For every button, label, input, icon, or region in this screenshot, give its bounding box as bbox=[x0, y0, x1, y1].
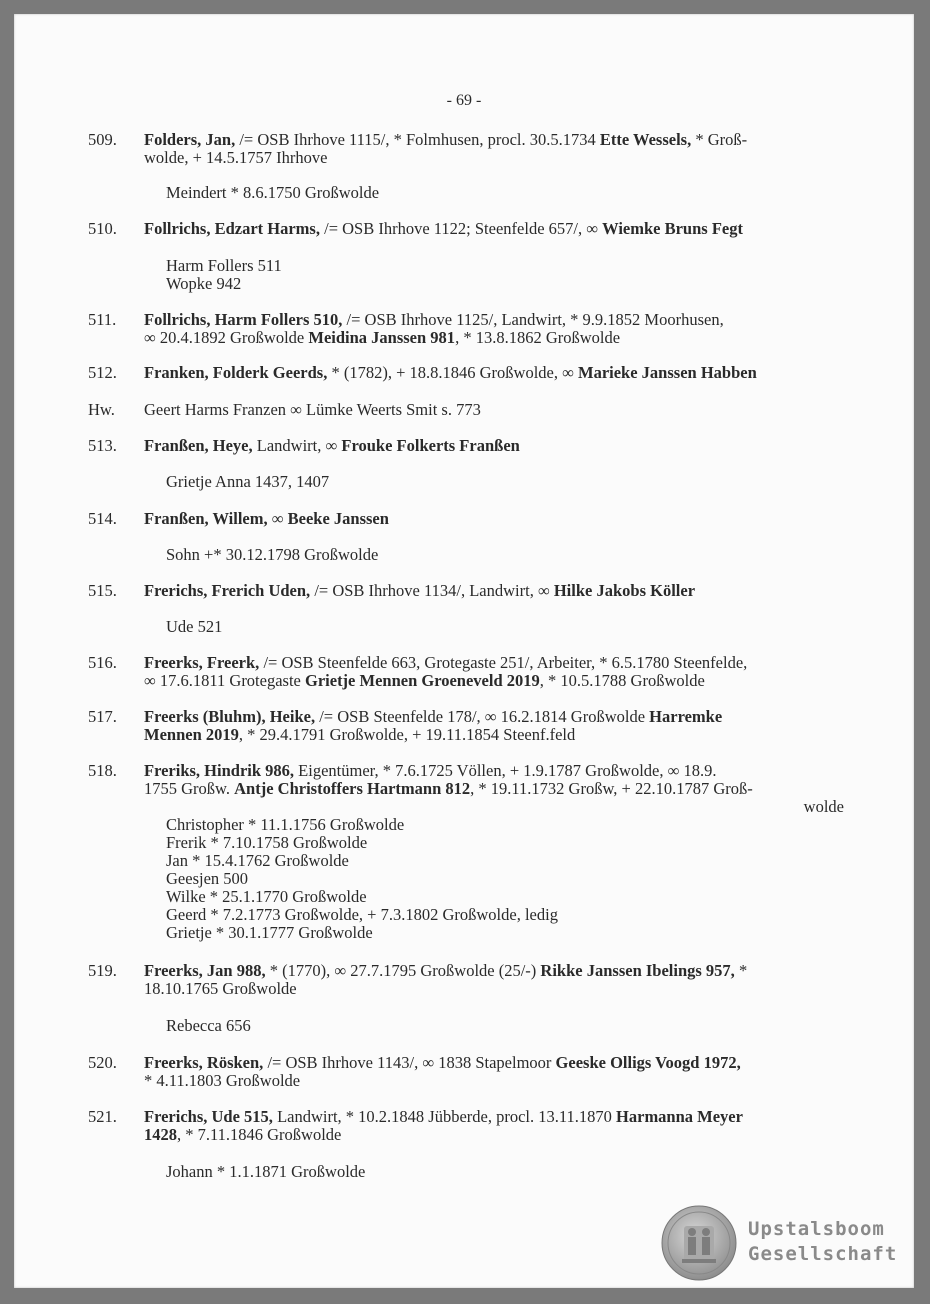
person-name: Frerichs, Frerich Uden, bbox=[144, 581, 311, 600]
entry-text: Eigentümer, * 7.6.1725 Völlen, + 1.9.1787 Großwolde, ∞ 18.9. bbox=[294, 761, 717, 780]
spouse-name: Grietje Mennen Groeneveld 2019 bbox=[305, 671, 540, 690]
entry-text: , * 10.5.1788 Großwolde bbox=[539, 671, 705, 690]
child-entry: Harm Follers 511 bbox=[166, 256, 282, 275]
entry-text: /= OSB Steenfelde 178/, ∞ 16.2.1814 Großwolde bbox=[315, 707, 650, 726]
entry-number: 512. bbox=[88, 363, 117, 382]
entry-text: * bbox=[734, 961, 748, 980]
person-name: Franßen, Heye, bbox=[144, 436, 253, 455]
spouse-name: Geeske Olligs Voogd 1972, bbox=[555, 1053, 741, 1072]
entry-text: ∞ bbox=[267, 509, 288, 528]
person-name: Folders, Jan, bbox=[144, 130, 236, 149]
entry-text: ∞ 20.4.1892 Großwolde bbox=[144, 328, 309, 347]
spouse-name: Frouke Folkerts Franßen bbox=[341, 436, 520, 455]
spouse-name: Wiemke Bruns Fegt bbox=[602, 219, 743, 238]
spouse-name: Ette Wessels, bbox=[599, 130, 692, 149]
entry-text: * Groß- bbox=[691, 130, 748, 149]
entry-number: 516. bbox=[88, 653, 117, 672]
person-name: Freerks, Rösken, bbox=[144, 1053, 264, 1072]
entry-number: 509. bbox=[88, 130, 117, 149]
entry-number: 518. bbox=[88, 761, 117, 780]
entry-text: /= OSB Steenfelde 663, Grotegaste 251/, Arbeiter, * 6.5.1780 Steenfelde, bbox=[259, 653, 748, 672]
person-name: Freerks, Freerk, bbox=[144, 653, 260, 672]
entry-number: Hw. bbox=[88, 400, 115, 419]
entry-text: , * 19.11.1732 Großw, + 22.10.1787 Groß- bbox=[470, 779, 753, 798]
child-entry: Grietje * 30.1.1777 Großwolde bbox=[166, 923, 373, 942]
person-name: Freriks, Hindrik 986, bbox=[144, 761, 295, 780]
entry-number: 519. bbox=[88, 961, 117, 980]
children-514 bbox=[166, 546, 378, 564]
children-518 bbox=[166, 816, 558, 942]
spouse-name: Marieke Janssen Habben bbox=[578, 363, 757, 382]
entry-number: 515. bbox=[88, 581, 117, 600]
entry-number: 521. bbox=[88, 1107, 117, 1126]
person-name: Freerks, Jan 988, bbox=[144, 961, 266, 980]
entry-text: /= OSB Ihrhove 1143/, ∞ 1838 Stapelmoor bbox=[263, 1053, 556, 1072]
child-entry: Sohn +* 30.12.1798 Großwolde bbox=[166, 545, 379, 564]
child-entry: Ude 521 bbox=[166, 617, 223, 636]
brand-line-1: Upstalsboom bbox=[748, 1218, 885, 1240]
child-entry: Meindert * 8.6.1750 Großwolde bbox=[166, 183, 380, 202]
child-entry: Jan * 15.4.1762 Großwolde bbox=[166, 851, 349, 870]
seal-logo-icon bbox=[660, 1204, 738, 1282]
entry-text: * (1782), + 18.8.1846 Großwolde, ∞ bbox=[327, 363, 578, 382]
person-name: Franßen, Willem, bbox=[144, 509, 268, 528]
entry-text: 4.11.1803 Großwolde bbox=[156, 1071, 301, 1090]
entry-text: 18.10.1765 Großwolde bbox=[144, 979, 297, 998]
person-name: Follrichs, Edzart Harms, bbox=[144, 219, 320, 238]
entry-number: 510. bbox=[88, 219, 117, 238]
entry-number: 513. bbox=[88, 436, 117, 455]
entry-text: /= OSB Ihrhove 1115/, * Folmhusen, procl. 30.5.1734 bbox=[235, 130, 600, 149]
child-entry: Geerd * 7.2.1773 Großwolde, + 7.3.1802 Großwolde, ledig bbox=[166, 905, 558, 924]
entry-text: * (1770), ∞ 27.7.1795 Großwolde (25/-) bbox=[265, 961, 541, 980]
spouse-name: Harmanna Meyer bbox=[616, 1107, 743, 1126]
brand-line-2: Gesellschaft bbox=[748, 1243, 898, 1265]
child-entry: Wopke 942 bbox=[166, 274, 242, 293]
brand-text bbox=[748, 1217, 897, 1267]
entry-text: Landwirt, * 10.2.1848 Jübberde, procl. 13.11.1870 bbox=[272, 1107, 617, 1126]
person-name: Freerks (Bluhm), Heike, bbox=[144, 707, 316, 726]
spouse-name: Rikke Janssen Ibelings 957, bbox=[540, 961, 735, 980]
children-515 bbox=[166, 618, 222, 636]
children-513 bbox=[166, 473, 329, 491]
child-entry: Johann * 1.1.1871 Großwolde bbox=[166, 1162, 366, 1181]
spouse-name: Antje Christoffers Hartmann 812 bbox=[234, 779, 471, 798]
child-entry: Wilke * 25.1.1770 Großwolde bbox=[166, 887, 367, 906]
child-entry: Grietje Anna 1437, 1407 bbox=[166, 472, 330, 491]
entry-number: 517. bbox=[88, 707, 117, 726]
entry-text: wolde, + 14.5.1757 Ihrhove bbox=[144, 148, 328, 167]
entry-text: ∞ 17.6.1811 Grotegaste bbox=[144, 671, 305, 690]
entry-text: wolde bbox=[803, 797, 844, 816]
entry-text: Landwirt, ∞ bbox=[252, 436, 342, 455]
spouse-name: Mennen 2019 bbox=[144, 725, 239, 744]
child-entry: Christopher * 11.1.1756 Großwolde bbox=[166, 815, 405, 834]
entry-text: * bbox=[144, 1071, 157, 1090]
entry-number: 514. bbox=[88, 509, 117, 528]
entry-text: /= OSB Ihrhove 1122; Steenfelde 657/, ∞ bbox=[319, 219, 603, 238]
spouse-name: Beeke Janssen bbox=[287, 509, 389, 528]
person-name: Franken, Folderk Geerds, bbox=[144, 363, 328, 382]
person-name: Frerichs, Ude 515, bbox=[144, 1107, 273, 1126]
children-510 bbox=[166, 257, 282, 293]
spouse-name: Hilke Jakobs Köller bbox=[553, 581, 696, 600]
entry-text: , * 13.8.1862 Großwolde bbox=[455, 328, 621, 347]
page-number: - 69 - bbox=[446, 92, 482, 109]
entry-text: /= OSB Ihrhove 1125/, Landwirt, * 9.9.1852 Moorhusen, bbox=[342, 310, 724, 329]
spouse-name: Harremke bbox=[649, 707, 723, 726]
entry-text: 1755 Großw. bbox=[144, 779, 235, 798]
entry-text: /= OSB Ihrhove 1134/, Landwirt, ∞ bbox=[310, 581, 554, 600]
entry-text: Geert Harms Franzen ∞ Lümke Weerts Smit s. 773 bbox=[144, 400, 481, 419]
children-509 bbox=[166, 184, 379, 202]
entry-text: , * 7.11.1846 Großwolde bbox=[177, 1125, 342, 1144]
person-name: Follrichs, Harm Follers 510, bbox=[144, 310, 343, 329]
children-519 bbox=[166, 1017, 251, 1035]
child-entry: Geesjen 500 bbox=[166, 869, 249, 888]
spouse-name: Meidina Janssen 981 bbox=[308, 328, 456, 347]
entry-text: , * 29.4.1791 Großwolde, + 19.11.1854 Steenf.feld bbox=[238, 725, 576, 744]
child-entry: Frerik * 7.10.1758 Großwolde bbox=[166, 833, 368, 852]
entry-number: 511. bbox=[88, 310, 117, 329]
entry-number: 520. bbox=[88, 1053, 117, 1072]
document-page bbox=[14, 14, 914, 1288]
children-521 bbox=[166, 1163, 365, 1181]
child-entry: Rebecca 656 bbox=[166, 1016, 251, 1035]
spouse-name: 1428 bbox=[144, 1125, 177, 1144]
